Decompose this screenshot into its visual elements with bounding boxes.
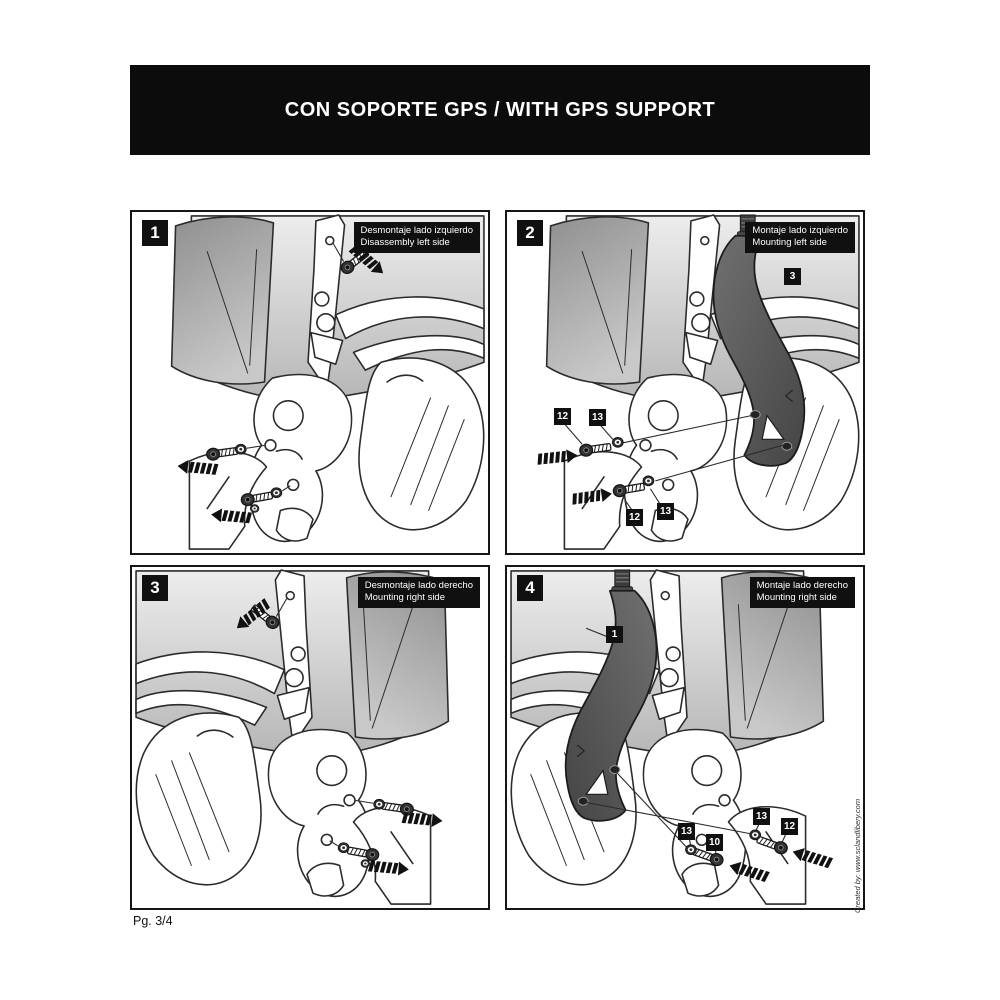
step-number-badge: 2 — [517, 220, 543, 246]
step-number-badge: 3 — [142, 575, 168, 601]
part-callout: 12 — [626, 509, 643, 526]
step-label-en: Mounting left side — [752, 237, 827, 249]
part-callout: 13 — [753, 808, 770, 825]
part-callout: 3 — [784, 268, 801, 285]
instruction-drawing-step1 — [132, 212, 488, 553]
step-number-badge: 1 — [142, 220, 168, 246]
step-label-es: Montaje lado derecho — [756, 580, 848, 591]
washer-icon — [271, 488, 282, 498]
step-panel-4 — [505, 565, 865, 910]
step-label — [750, 577, 855, 608]
page-number: Pg. 3/4 — [133, 914, 173, 928]
part-callout: 13 — [657, 503, 674, 520]
part-callout: 13 — [589, 409, 606, 426]
step-label-en: Disassembly left side — [360, 237, 450, 249]
washer-icon — [361, 860, 370, 868]
page-title: CON SOPORTE GPS / WITH GPS SUPPORT — [284, 98, 716, 121]
step-panel-1 — [130, 210, 490, 555]
step-label-es: Montaje lado izquierdo — [752, 225, 848, 236]
step-number-badge: 4 — [517, 575, 543, 601]
motorcycle-front-scene — [172, 215, 484, 549]
washer-icon — [612, 437, 623, 447]
step-panel-2 — [505, 210, 865, 555]
step-label-en: Mounting right side — [756, 592, 837, 604]
instruction-drawing-step3 — [132, 567, 488, 908]
part-callout: 12 — [781, 818, 798, 835]
step-label-es: Desmontaje lado derecho — [364, 580, 473, 591]
part-callout: 12 — [554, 408, 571, 425]
credit-watermark: Created by: www.sclandlibery.com — [853, 798, 862, 913]
step-label-es: Desmontaje lado izquierdo — [360, 225, 473, 236]
washer-icon — [643, 476, 654, 486]
washer-icon — [685, 845, 696, 855]
step-label — [358, 577, 480, 608]
step-label — [354, 222, 480, 253]
motorcycle-front-scene — [511, 570, 823, 904]
header-banner — [130, 65, 870, 155]
washer-icon — [374, 799, 385, 809]
step-label-en: Mounting right side — [364, 592, 446, 604]
step-label — [745, 222, 855, 253]
instruction-drawing-step4 — [507, 567, 863, 908]
part-callout: 1 — [606, 626, 623, 643]
motorcycle-front-scene — [136, 570, 448, 904]
washer-icon — [250, 505, 259, 513]
part-callout: 13 — [678, 823, 695, 840]
washer-icon — [235, 444, 246, 454]
step-panel-3 — [130, 565, 490, 910]
instruction-drawing-step2 — [507, 212, 863, 553]
part-callout: 10 — [706, 834, 723, 851]
washer-icon — [338, 843, 349, 853]
washer-icon — [750, 830, 761, 840]
